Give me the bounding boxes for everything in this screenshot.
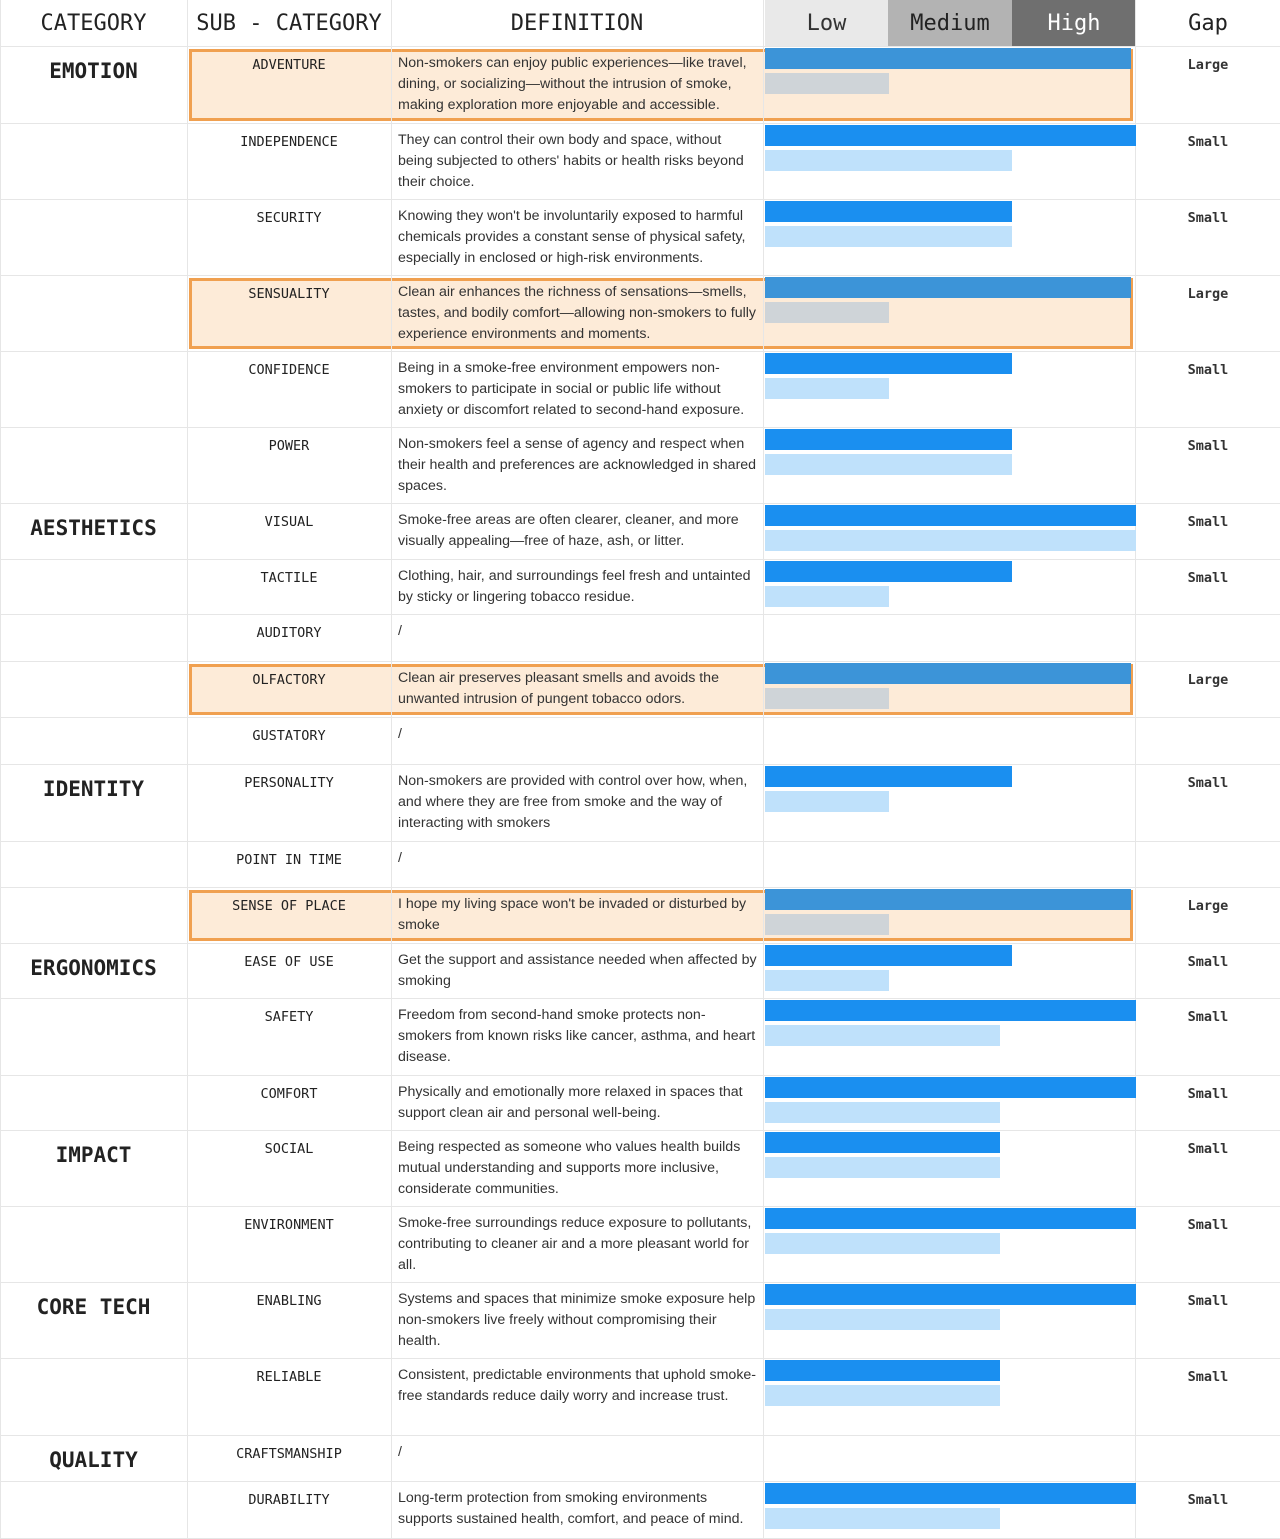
bar-primary — [765, 48, 1131, 69]
definition-text: Being respected as someone who values health builds mutual understanding and supports more inclusive, considerate communities. — [398, 1139, 741, 1197]
subcategory-label: EASE OF USE — [244, 954, 334, 970]
header-subcategory: SUB - CATEGORY — [196, 10, 382, 36]
header-definition: DEFINITION — [510, 10, 644, 36]
category-label: QUALITY — [49, 1448, 138, 1472]
subcategory-label: DURABILITY — [248, 1492, 330, 1508]
subcategory-label: SOCIAL — [264, 1141, 314, 1157]
gap-value: Small — [1187, 362, 1229, 378]
row-divider — [0, 1282, 1280, 1283]
bar-primary — [765, 353, 1012, 374]
row-divider — [0, 46, 1280, 47]
row-divider — [0, 661, 1280, 662]
definition-text: / — [398, 726, 402, 742]
definition-text: Non-smokers can enjoy public experiences—like travel, dining, or socializing—without the intrusion of smoke, making exploration more enjoyable and accessible. — [398, 55, 747, 113]
gap-value: Large — [1187, 286, 1229, 302]
header-level-medium: Medium — [888, 0, 1012, 46]
definition-text: I hope my living space won't be invaded or disturbed by smoke — [398, 896, 747, 933]
definition-text: Clean air preserves pleasant smells and avoids the unwanted intrusion of pungent tobacco odors. — [398, 670, 719, 707]
subcategory-label: CONFIDENCE — [248, 362, 330, 378]
definition-text: Non-smokers feel a sense of agency and respect when their health and preferences are acknowledged in shared spaces. — [398, 436, 757, 494]
bar-secondary — [765, 226, 1012, 247]
bar-secondary — [765, 1385, 1000, 1406]
gap-value: Large — [1187, 672, 1229, 688]
row-divider — [0, 351, 1280, 352]
definition-text: / — [398, 850, 402, 866]
bar-secondary — [765, 586, 889, 607]
subcategory-label: RELIABLE — [256, 1369, 322, 1385]
definition-text: Smoke-free areas are often clearer, cleaner, and more visually appealing—free of haze, ash, or litter. — [398, 512, 739, 549]
bar-primary — [765, 1360, 1000, 1381]
bar-primary — [765, 561, 1012, 582]
subcategory-label: SECURITY — [256, 210, 322, 226]
gap-value: Small — [1187, 514, 1229, 530]
gap-value: Small — [1187, 954, 1229, 970]
gap-value: Large — [1187, 57, 1229, 73]
header-category: CATEGORY — [40, 10, 147, 36]
bar-secondary — [765, 73, 889, 94]
bar-primary — [765, 505, 1136, 526]
bar-primary — [765, 889, 1131, 910]
header-level-low: Low — [765, 0, 888, 46]
row-divider — [0, 943, 1280, 944]
bar-secondary — [765, 914, 889, 935]
gap-value: Small — [1187, 1009, 1229, 1025]
row-divider — [0, 1358, 1280, 1359]
gap-value: Small — [1187, 1086, 1229, 1102]
bar-secondary — [765, 378, 889, 399]
row-divider — [0, 123, 1280, 124]
bar-primary — [765, 766, 1012, 787]
row-divider — [0, 199, 1280, 200]
bar-secondary — [765, 1508, 1000, 1529]
definition-text: Knowing they won't be involuntarily exposed to harmful chemicals provides a constant sense of physical safety, especially in enclosed or high-risk environments. — [398, 208, 746, 266]
header-level-high: High — [1012, 0, 1136, 46]
definition-text: Physically and emotionally more relaxed in spaces that support clean air and personal well-being. — [398, 1084, 743, 1121]
subcategory-label: TACTILE — [260, 570, 318, 586]
bar-secondary — [765, 791, 889, 812]
category-label: ERGONOMICS — [30, 956, 157, 980]
gap-value: Small — [1187, 570, 1229, 586]
gap-value: Small — [1187, 210, 1229, 226]
subcategory-label: INDEPENDENCE — [240, 134, 338, 150]
definition-text: Clean air enhances the richness of sensations—smells, tastes, and bodily comfort—allowing non-smokers to fully experience environments and moments. — [398, 284, 756, 342]
definition-text: / — [398, 1444, 402, 1460]
gap-value: Small — [1187, 1369, 1229, 1385]
gap-value: Small — [1187, 134, 1229, 150]
category-label: EMOTION — [49, 59, 138, 83]
row-divider — [0, 1481, 1280, 1482]
row-divider — [0, 427, 1280, 428]
bar-secondary — [765, 1157, 1000, 1178]
bar-secondary — [765, 530, 1136, 551]
bar-secondary — [765, 1025, 1000, 1046]
definition-text: They can control their own body and space, without being subjected to others' habits or health risks beyond their choice. — [398, 132, 744, 190]
row-divider — [0, 1435, 1280, 1436]
subcategory-label: CRAFTSMANSHIP — [236, 1446, 342, 1462]
subcategory-label: COMFORT — [260, 1086, 318, 1102]
subcategory-label: SENSE OF PLACE — [232, 898, 346, 914]
definition-text: Systems and spaces that minimize smoke exposure help non-smokers live freely without compromising their health. — [398, 1291, 756, 1349]
row-divider — [0, 275, 1280, 276]
bar-secondary — [765, 1309, 1000, 1330]
bar-primary — [765, 1000, 1136, 1021]
gap-value: Small — [1187, 1217, 1229, 1233]
bar-primary — [765, 945, 1012, 966]
subcategory-label: VISUAL — [264, 514, 314, 530]
row-divider — [0, 559, 1280, 560]
bar-primary — [765, 1077, 1136, 1098]
row-divider — [0, 998, 1280, 999]
row-divider — [0, 614, 1280, 615]
gap-value: Small — [1187, 1141, 1229, 1157]
bar-primary — [765, 1132, 1000, 1153]
bar-secondary — [765, 150, 1012, 171]
definition-text: Get the support and assistance needed when affected by smoking — [398, 952, 757, 989]
category-label: CORE TECH — [36, 1295, 151, 1319]
row-divider — [0, 1130, 1280, 1131]
subcategory-label: POWER — [268, 438, 310, 454]
bar-primary — [765, 663, 1131, 684]
definition-text: Clothing, hair, and surroundings feel fresh and untainted by sticky or lingering tobacco residue. — [398, 568, 751, 605]
gap-value: Large — [1187, 898, 1229, 914]
definition-text: Long-term protection from smoking environments supports sustained health, comfort, and peace of mind. — [398, 1490, 744, 1527]
bar-secondary — [765, 970, 889, 991]
bar-secondary — [765, 302, 889, 323]
gap-value: Small — [1187, 1492, 1229, 1508]
subcategory-label: GUSTATORY — [252, 728, 326, 744]
subcategory-label: ENVIRONMENT — [244, 1217, 334, 1233]
bar-primary — [765, 201, 1012, 222]
definition-text: Being in a smoke-free environment empowers non-smokers to participate in social or public life without anxiety or discomfort related to second-hand exposure. — [398, 360, 745, 418]
row-divider — [0, 764, 1280, 765]
category-label: IMPACT — [55, 1143, 132, 1167]
row-divider — [0, 1206, 1280, 1207]
bar-primary — [765, 277, 1131, 298]
category-label: IDENTITY — [42, 777, 145, 801]
subcategory-label: SAFETY — [264, 1009, 314, 1025]
bar-secondary — [765, 1233, 1000, 1254]
subcategory-label: POINT IN TIME — [236, 852, 342, 868]
header-gap: Gap — [1188, 10, 1228, 36]
subcategory-label: PERSONALITY — [244, 775, 334, 791]
gap-value: Small — [1187, 438, 1229, 454]
bar-primary — [765, 429, 1012, 450]
definition-text: Non-smokers are provided with control over how, when, and where they are free from smoke and the way of interacting with smokers — [398, 773, 748, 831]
subcategory-label: SENSUALITY — [248, 286, 330, 302]
definition-text: Freedom from second-hand smoke protects non-smokers from known risks like cancer, asthma, and heart disease. — [398, 1007, 756, 1065]
subcategory-label: AUDITORY — [256, 625, 322, 641]
bar-secondary — [765, 1102, 1000, 1123]
column-divider — [391, 0, 392, 1538]
category-label: AESTHETICS — [30, 516, 157, 540]
gap-value: Small — [1187, 1293, 1229, 1309]
subcategory-label: ENABLING — [256, 1293, 322, 1309]
bar-primary — [765, 1483, 1136, 1504]
bar-secondary — [765, 688, 889, 709]
subcategory-label: ADVENTURE — [252, 57, 326, 73]
gap-value: Small — [1187, 775, 1229, 791]
definition-text: Consistent, predictable environments that uphold smoke-free standards reduce daily worry and increase trust. — [398, 1367, 757, 1404]
definition-text: Smoke-free surroundings reduce exposure to pollutants, contributing to cleaner air and a more pleasant world for all. — [398, 1215, 752, 1273]
bar-secondary — [765, 454, 1012, 475]
bar-primary — [765, 125, 1136, 146]
row-divider — [0, 841, 1280, 842]
column-divider — [763, 0, 764, 1538]
row-divider — [0, 887, 1280, 888]
bar-primary — [765, 1284, 1136, 1305]
row-divider — [0, 1075, 1280, 1076]
row-divider — [0, 717, 1280, 718]
row-divider — [0, 503, 1280, 504]
subcategory-label: OLFACTORY — [252, 672, 326, 688]
definition-text: / — [398, 623, 402, 639]
bar-primary — [765, 1208, 1136, 1229]
